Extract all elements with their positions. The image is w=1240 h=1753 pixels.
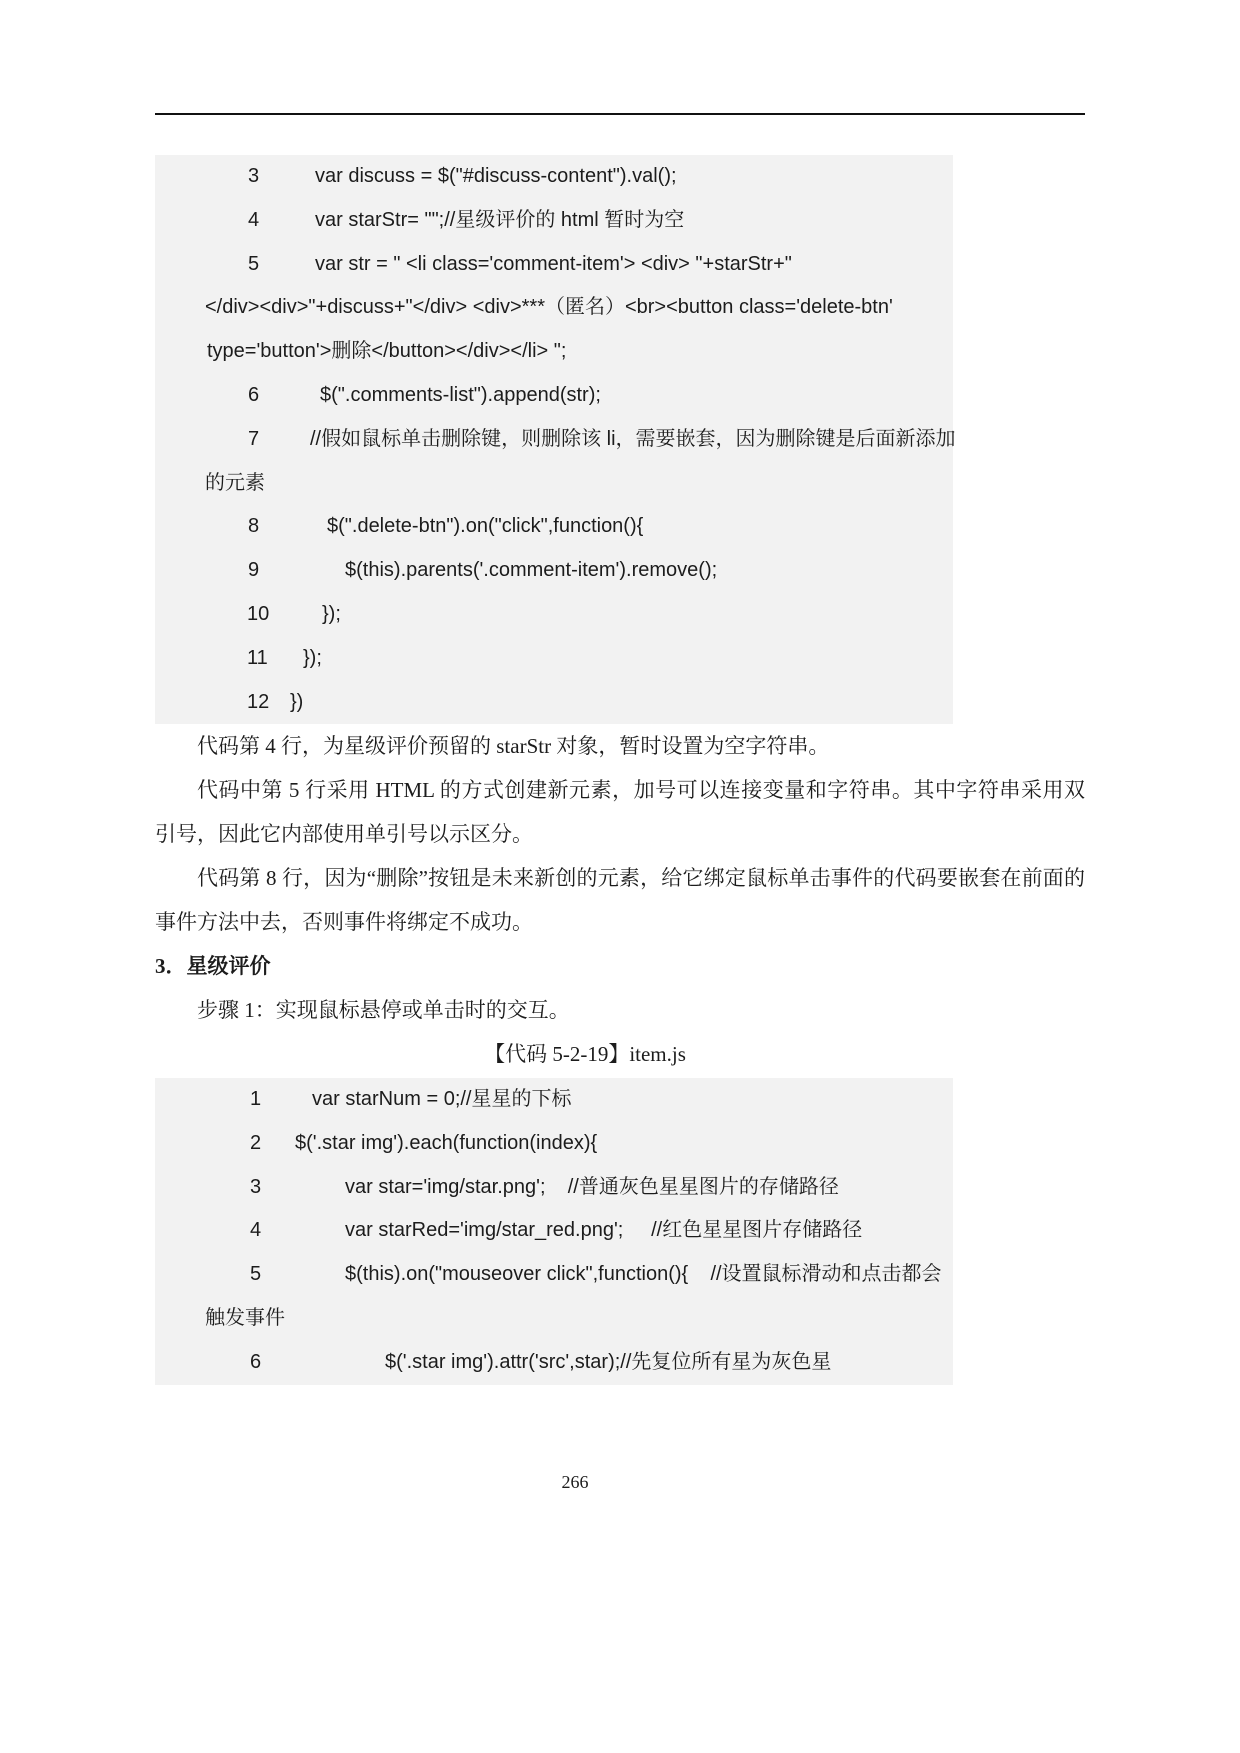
line-number: 9 (248, 559, 260, 582)
paragraph-3: 代码第 8 行，因为“删除”按钮是未来新创的元素，给它绑定鼠标单击事件的代码要嵌套在前面的事件方法中去，否则事件将绑定不成功。 (155, 866, 1085, 934)
code-line (155, 1253, 953, 1297)
code-text: var starRed='img/star_red.png'; //红色星星图片存储路径 (345, 1219, 863, 1242)
line-number: 3 (248, 165, 260, 187)
code-line (155, 155, 953, 199)
line-number: 5 (248, 252, 260, 275)
code-line (155, 681, 953, 725)
code-line (155, 1078, 953, 1122)
code-text: var discuss = $("#discuss-content").val(); (315, 165, 677, 187)
page-number: 266 (561, 1472, 589, 1492)
line-number: 2 (250, 1131, 262, 1154)
code-text: $(this).on("mouseover click",function(){ //设置鼠标滑动和点击都会 (345, 1263, 942, 1286)
code-text: </div><div>"+discuss+"</div> <div>***（匿名）<br><button class='delete-btn' (205, 296, 893, 319)
code-line (155, 505, 953, 549)
line-number: 7 (248, 427, 260, 450)
code-line (155, 374, 953, 418)
code-text: $(".comments-list").append(str); (320, 383, 601, 406)
code-line (155, 243, 953, 287)
code-text: $('.star img').each(function(index){ (295, 1131, 598, 1154)
code-line (155, 1341, 953, 1385)
code-text: $(".delete-btn").on("click",function(){ (327, 515, 644, 538)
code-line (155, 549, 953, 593)
code-text: var starStr= "";//星级评价的 html 暂时为空 (315, 208, 685, 231)
code-line (155, 1166, 953, 1210)
code-line (155, 462, 953, 506)
code-text: var star='img/star.png'; //普通灰色星星图片的存储路径 (345, 1175, 839, 1198)
code-text: //假如鼠标单击删除键，则删除该 li，需要嵌套，因为删除键是后面新添加 (310, 427, 956, 450)
code-line (155, 418, 956, 462)
code-line (155, 637, 953, 681)
code-line (155, 199, 953, 243)
code-text: 的元素 (205, 471, 265, 494)
code-block-1 (155, 155, 956, 724)
paragraph-2: 代码中第 5 行采用 HTML 的方式创建新元素，加号可以连接变量和字符串。其中字符串采用双引号，因此它内部使用单引号以示区分。 (155, 778, 1085, 846)
code-text: }); (303, 646, 322, 669)
code-line (155, 286, 953, 330)
step-paragraph: 步骤 1：实现鼠标悬停或单击时的交互。 (197, 998, 570, 1022)
code-text: var str = " <li class='comment-item'> <div> "+starStr+" (315, 252, 792, 275)
line-number: 4 (250, 1219, 262, 1242)
code-text: $('.star img').attr('src',star);//先复位所有星为灰色星 (385, 1350, 832, 1373)
line-number: 5 (250, 1263, 262, 1286)
code-line (155, 330, 953, 374)
code-caption: 【代码 5-2-19】item.js (484, 1042, 686, 1066)
code-line (155, 593, 953, 637)
code-text: $(this).parents('.comment-item').remove(); (345, 559, 718, 582)
line-number: 11 (247, 646, 268, 669)
line-number: 3 (250, 1175, 262, 1198)
line-number: 8 (248, 515, 260, 538)
paragraph-1: 代码第 4 行，为星级评价预留的 starStr 对象，暂时设置为空字符串。 (197, 734, 830, 758)
code-block-2 (155, 1078, 953, 1385)
code-line (155, 1297, 953, 1341)
code-text: }); (322, 602, 341, 625)
section-heading: 3．星级评价 (155, 954, 271, 978)
line-number: 6 (248, 383, 260, 406)
code-text: 触发事件 (205, 1306, 285, 1329)
line-number: 10 (247, 602, 270, 625)
code-line (155, 1122, 953, 1166)
code-text: }) (290, 690, 304, 713)
code-text: var starNum = 0;//星星的下标 (312, 1088, 572, 1110)
code-text: type='button'>删除</button></div></li> "; (207, 340, 567, 363)
line-number: 6 (250, 1350, 262, 1373)
line-number: 12 (247, 690, 270, 713)
body-text (155, 724, 1085, 1076)
line-number: 1 (250, 1088, 262, 1110)
code-line (155, 1209, 953, 1253)
line-number: 4 (248, 208, 260, 231)
header-rule (155, 113, 1085, 115)
